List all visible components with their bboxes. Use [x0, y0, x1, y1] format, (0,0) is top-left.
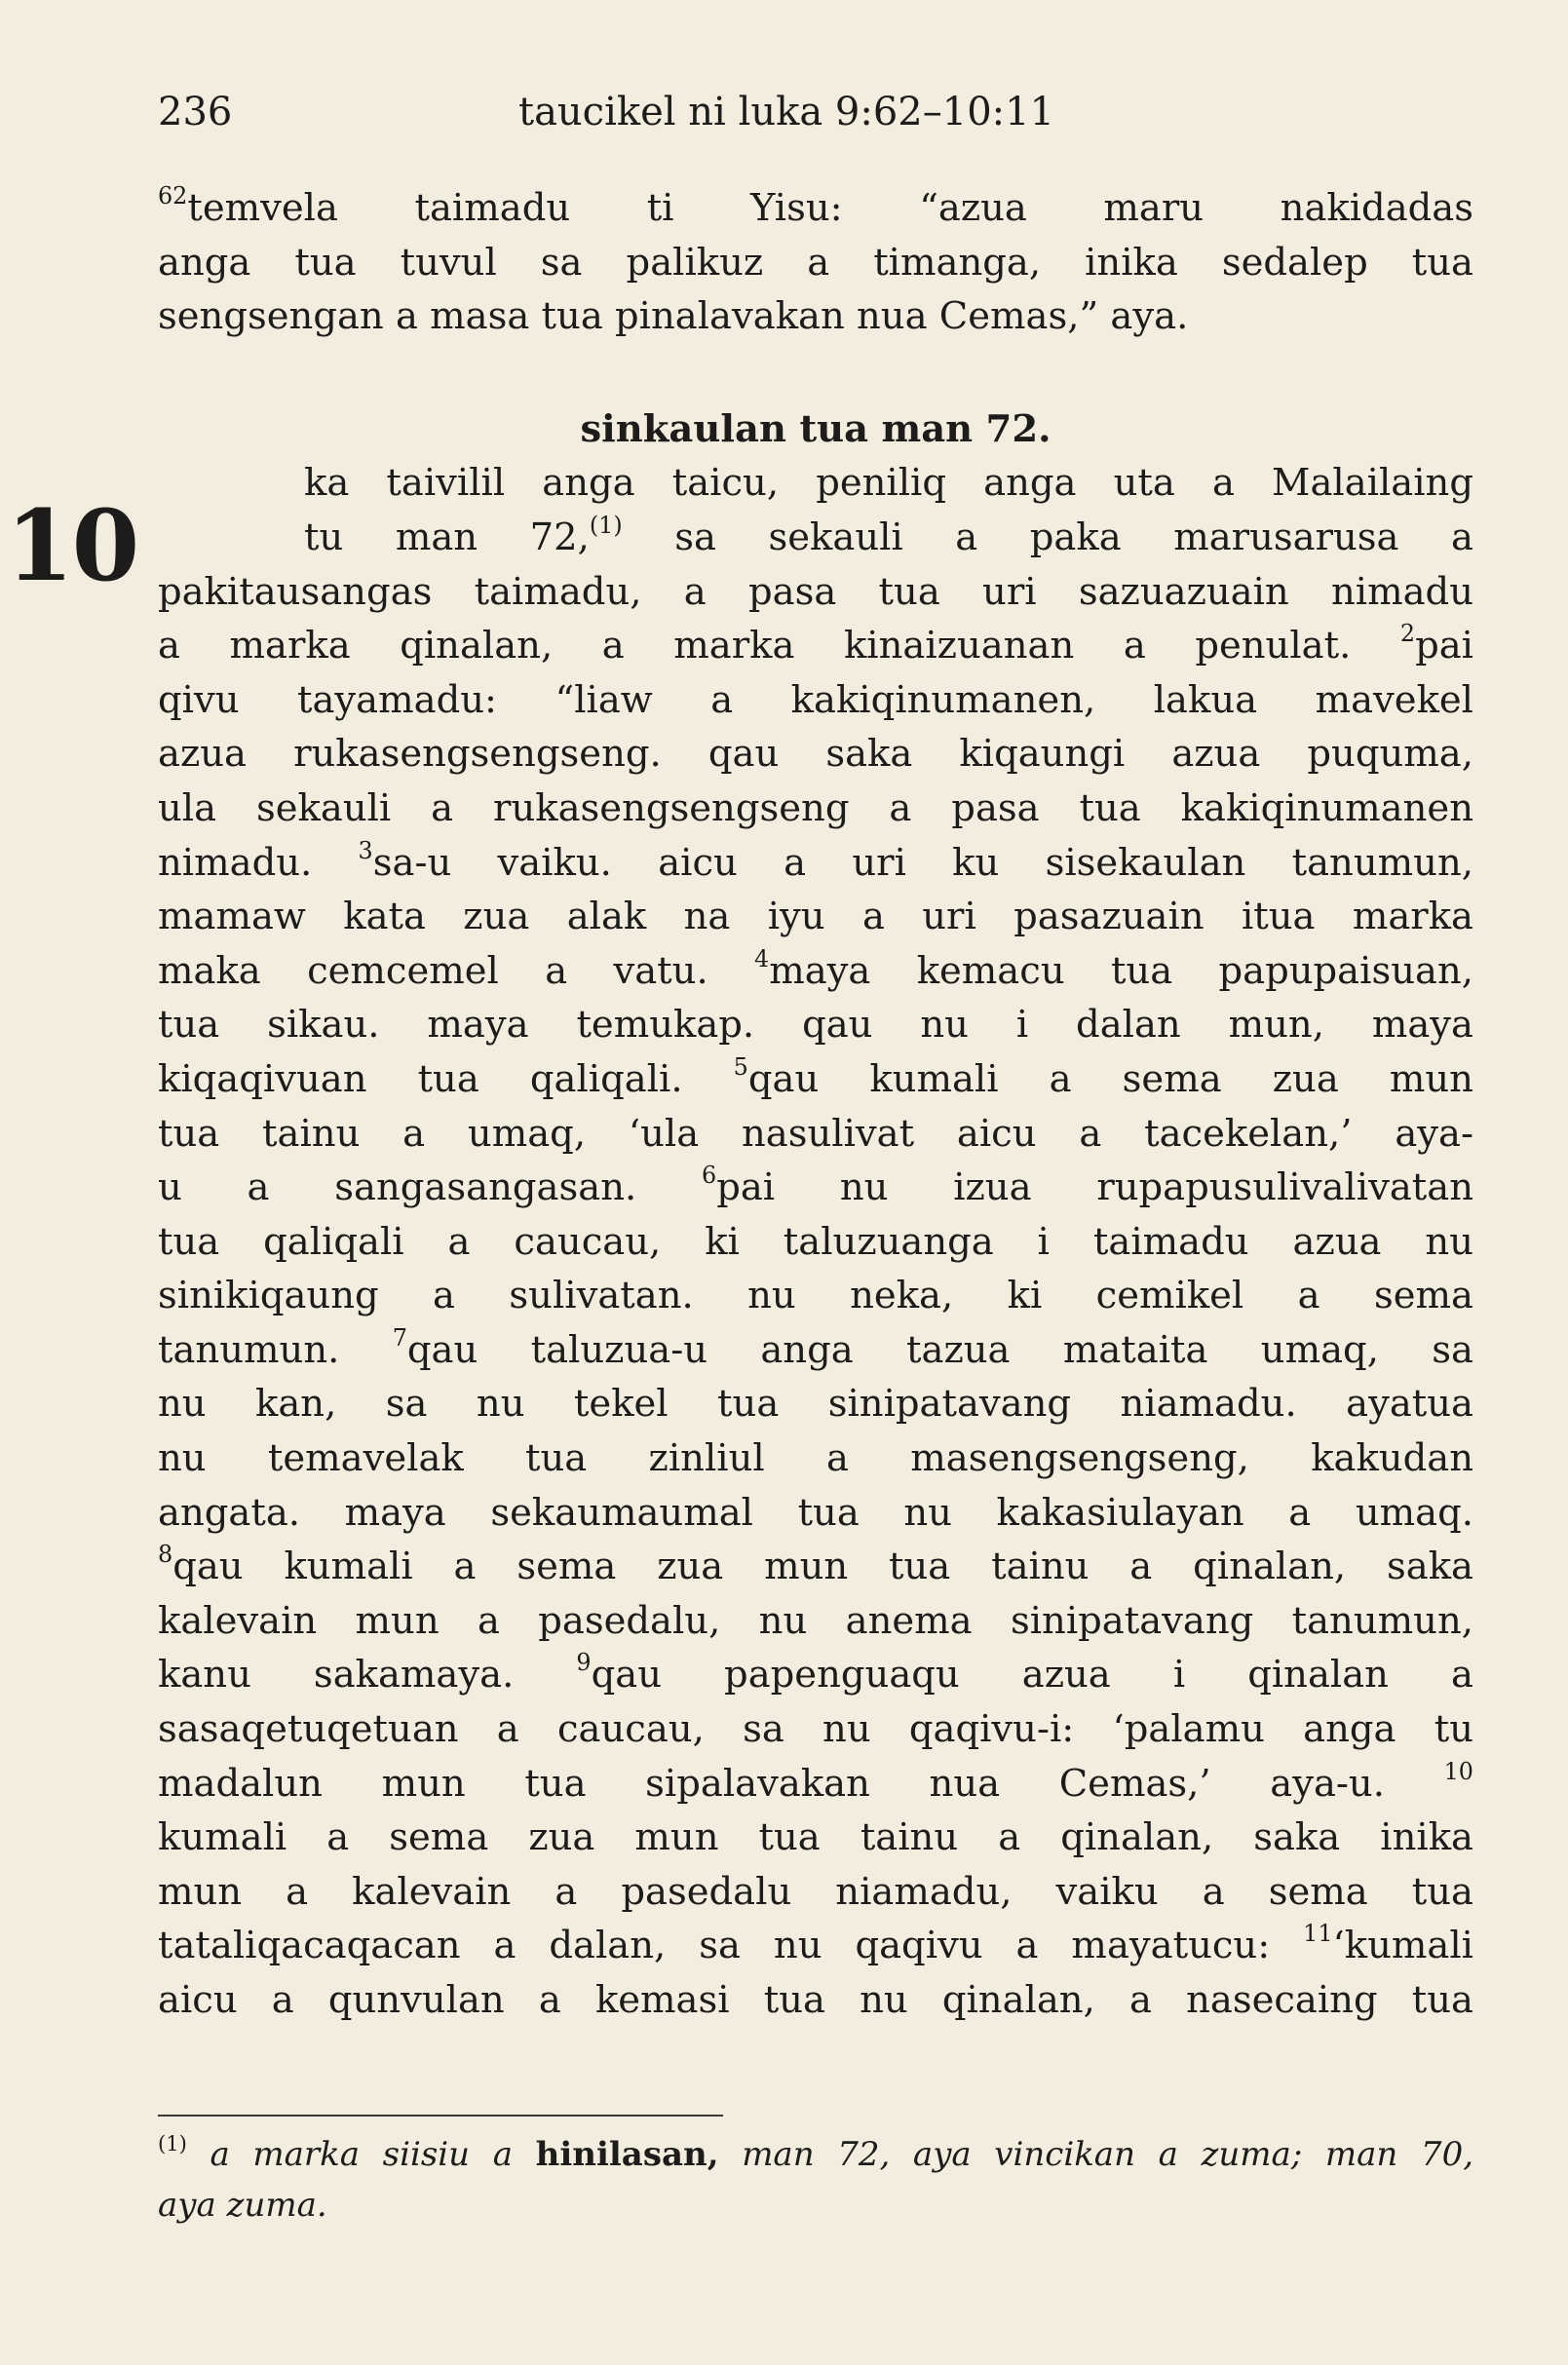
text-line: qivu tayamadu: “liaw a kakiqinumanen, lakua mavekel [158, 677, 1473, 722]
text-line: $^{62}$temvela taimadu ti Yisu: “azua maru nakidadas [158, 181, 1473, 230]
text-line: tataliqacaqacan a dalan, sa nu qaqivu a mayatucu: $^{11}$‘kumali [158, 1920, 1473, 1968]
footnote-line: $^{(1)}$ a marka siisiu a hinilasan, man 72, aya vincikan a zuma; man 70, [158, 2130, 1474, 2174]
text-line: anga tua tuvul sa palikuz a timanga, inika sedalep tua [158, 240, 1473, 285]
text-line: sasaqetuqetuan a caucau, sa nu qaqivu-i: ‘palamu anga tu [158, 1707, 1473, 1752]
text-line: mamaw kata zua alak na iyu a uri pasazuain itua marka [158, 895, 1473, 939]
chapter-number: 10 [6, 488, 138, 603]
text-line: aicu a qunvulan a kemasi tua nu qinalan, a nasecaing tua [158, 1978, 1473, 2022]
verse-number: 10 [1443, 1757, 1473, 1785]
text-line: nu temavelak tua zinliul a masengsengseng, kakudan [158, 1436, 1473, 1481]
section-heading: sinkaulan tua man 72. [580, 406, 1052, 451]
text-line: u a sangasangasan. $^6$pai nu izua rupapusulivalivatan [158, 1161, 1473, 1210]
text-line: tua tainu a umaq, ‘ula nasulivat aicu a tacekelan,’ aya- [158, 1111, 1473, 1156]
footnote-bold: hinilasan, [535, 2135, 719, 2174]
verse-number: 5 [733, 1052, 748, 1081]
footnote-marker: (1) [158, 2130, 187, 2155]
text-line: $^8$qau kumali a sema zua mun tua tainu a qinalan, saka [158, 1541, 1473, 1589]
verse-number: 6 [702, 1161, 717, 1189]
text-body [158, 183, 1473, 2030]
text-line: tua sikau. maya temukap. qau nu i dalan mun, maya [158, 1003, 1473, 1048]
text-line: kumali a sema zua mun tua tainu a qinalan, saka inika [158, 1815, 1473, 1860]
text-line: kiqaqivuan tua qaliqali. $^5$qau kumali a sema zua mun [158, 1052, 1473, 1101]
verse-number: 3 [358, 836, 373, 864]
page-header [158, 78, 1473, 146]
text-line: sinikiqaung a sulivatan. nu neka, ki cemikel a sema [158, 1274, 1473, 1318]
text-line: madalun mun tua sipalavakan nua Cemas,’ aya-u. $^{10}$ [158, 1757, 1473, 1806]
footnote-divider [158, 2115, 723, 2117]
text-line: tanumun. $^7$qau taluzua-u anga tazua mataita umaq, sa [158, 1323, 1473, 1372]
running-title: taucikel ni luka 9:62–10:11 [518, 90, 1055, 134]
text-line: pakitausangas taimadu, a pasa tua uri sazuazuain nimadu [158, 569, 1473, 614]
text-line: tu man 72,$^{(1)}$ sa sekauli a paka marusarusa a [304, 511, 1474, 559]
text-line: a marka qinalan, a marka kinaizuanan a penulat. $^2$pai [158, 619, 1473, 668]
text-line: kalevain mun a pasedalu, nu anema sinipatavang tanumun, [158, 1598, 1473, 1643]
verse-number: 62 [158, 181, 188, 210]
text-line: ka taivilil anga taicu, peniliq anga uta a Malailaing [304, 461, 1473, 506]
footnote [158, 2129, 1473, 2231]
verse-number: 11 [1303, 1920, 1333, 1948]
text-line: sengsengan a masa tua pinalavakan nua Cemas,” aya. [158, 294, 1189, 339]
text-line: ula sekauli a rukasengsengseng a pasa tua kakiqinumanen [158, 785, 1473, 830]
verse-number: 4 [754, 944, 770, 973]
text-line: kanu sakamaya. $^9$qau papenguaqu azua i qinalan a [158, 1649, 1473, 1697]
text-line: nu kan, sa nu tekel tua sinipatavang niamadu. ayatua [158, 1382, 1473, 1427]
text-line: tua qaliqali a caucau, ki taluzuanga i taimadu azua nu [158, 1219, 1473, 1264]
verse-number: 9 [576, 1649, 592, 1677]
text-line: angata. maya sekaumaumal tua nu kakasiulayan a umaq. [158, 1490, 1473, 1535]
text-line: maka cemcemel a vatu. $^4$maya kemacu tua papupaisuan, [158, 944, 1473, 993]
verse-number: 7 [392, 1323, 407, 1352]
footnote-line: aya zuma. [158, 2186, 327, 2225]
page-number: 236 [158, 90, 233, 134]
footnote-marker: (1) [589, 511, 623, 539]
verse-number: 2 [1399, 619, 1416, 647]
text-line: nimadu. $^3$sa-u vaiku. aicu a uri ku sisekaulan tanumun, [158, 836, 1473, 885]
verse-number: 8 [158, 1541, 173, 1569]
text-line: azua rukasengsengseng. qau saka kiqaungi azua puquma, [158, 732, 1473, 777]
text-line: mun a kalevain a pasedalu niamadu, vaiku a sema tua [158, 1869, 1473, 1914]
